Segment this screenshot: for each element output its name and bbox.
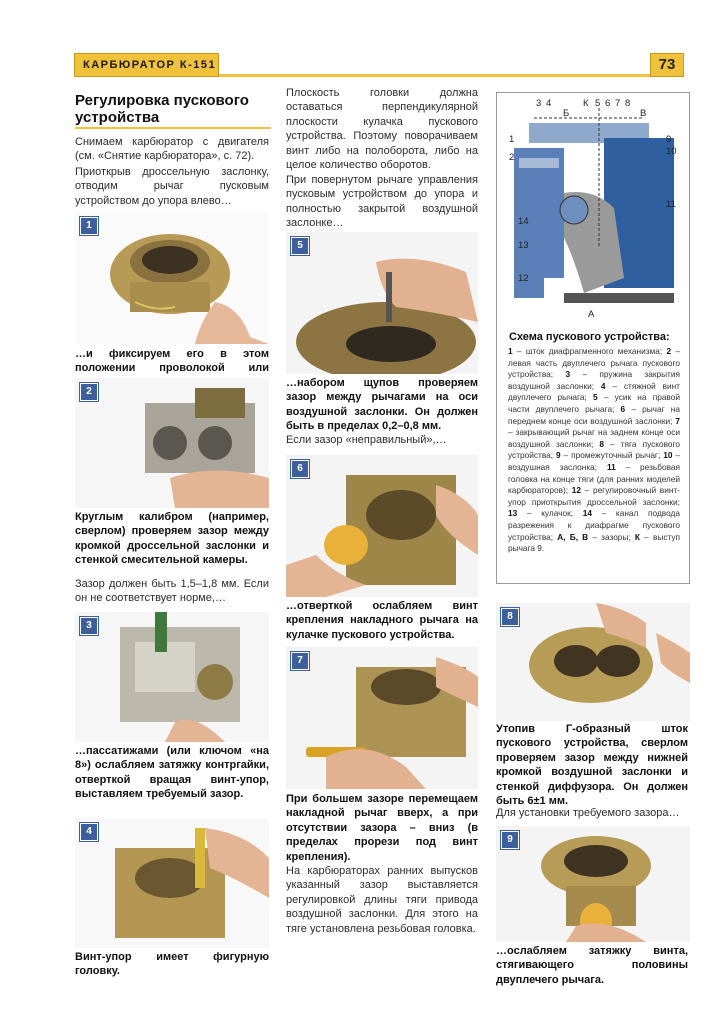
legend-text: усик на правой части двуплечего рычага; <box>508 392 680 414</box>
intro-paragraph-1: Снимаем карбюратор с двигателя (см. «Снятие карбюратора», с. 72). <box>75 136 269 163</box>
photo-7 <box>286 647 478 789</box>
legend-key: 7 <box>675 415 680 426</box>
diagram-label-14: 14 <box>518 216 529 227</box>
diagram-label-a: А <box>588 309 595 320</box>
legend-key: 10 <box>663 450 673 461</box>
legend-key: 8 <box>599 438 604 449</box>
section-tag: КАРБЮРАТОР К-151 <box>74 53 219 77</box>
legend-text: закрывающий рычаг на заднем конце оси воздушной заслонки; <box>508 427 681 449</box>
photo-badge-8: 8 <box>501 608 519 626</box>
diagram-label-1: 1 <box>509 134 515 145</box>
photo-5 <box>286 232 478 374</box>
legend-key: 4 <box>600 380 606 391</box>
legend-text: промежуточный рычаг; <box>571 450 661 461</box>
legend-key: К <box>634 531 640 542</box>
legend-text: воздушная заслонка; <box>508 461 598 472</box>
legend-text: зазоры; <box>601 531 631 542</box>
page-number: 73 <box>650 53 684 77</box>
caption-5: …набором щупов проверяем зазор между рычагами на оси воздушной заслонки. Он должен быть в пределах 0,2–0,8 мм. <box>286 377 478 433</box>
legend-key: 14 <box>582 508 592 519</box>
caption-7: При большем зазоре перемещаем накладной рычаг вверх, а при отсутствии зазора – вниз (в пределах прорези под винт крепления). <box>286 793 478 863</box>
legend-text: регулировочный винт-упор приоткрытия дроссельной заслонки; <box>508 485 680 507</box>
photo-3 <box>75 612 269 742</box>
legend-key: 9 <box>556 450 561 461</box>
legend-item: 13 – кулачок; <box>508 508 574 519</box>
legend-item: 8 – тяга пускового устройства; <box>508 438 680 461</box>
photo-9 <box>496 826 690 942</box>
legend-text: пружина закрытия воздушной заслонки; <box>508 369 680 391</box>
legend-key: А, Б, В <box>557 531 589 542</box>
diagram-label-11: 11 <box>666 199 676 210</box>
legend-key: 5 <box>592 392 598 403</box>
photo-badge-2: 2 <box>80 383 98 401</box>
paragraph-wrong-gap: Если зазор «неправильный»,… <box>286 434 447 446</box>
photo-6 <box>286 455 478 597</box>
photo-1 <box>75 212 269 344</box>
legend-item: 11 – резьбовая головка на конце тяги (для ранних моделей карбюраторов); <box>508 461 680 496</box>
legend-key: 6 <box>620 403 626 414</box>
photo-badge-5: 5 <box>291 237 309 255</box>
legend-text: резьбовая головка на конце тяги (для ранних моделей карбюраторов); <box>508 461 680 496</box>
caption-8: Утопив Г-образный шток пускового устройства, сверлом проверяем зазор между нижней кромкой воздушной заслонки и стенкой диффузора. Он должен быть 6±1 мм. <box>496 723 688 808</box>
diagram-label-13: 13 <box>518 240 529 251</box>
caption-9: …ослабляем затяжку винта, стягивающего половины двуплечего рычага. <box>496 945 688 986</box>
page-header <box>74 43 684 77</box>
legend-item: 10 – воздушная заслонка; <box>508 450 681 472</box>
diagram-label-5: 5 <box>595 98 601 109</box>
legend-item: 3 – пружина закрытия воздушной заслонки; <box>508 369 680 391</box>
diagram-label-8: 8 <box>625 98 631 109</box>
legend-key: 3 <box>565 369 571 380</box>
header-rule <box>219 74 659 77</box>
paragraph-early-models: На карбюраторах ранних выпусков указанный зазор выставляется регулировкой длины тяги привода воздушной заслонки. Для этого на тяге установлена резьбовая головка. <box>286 865 478 935</box>
photo-8 <box>496 603 690 721</box>
photo-4 <box>75 818 269 948</box>
caption-1: …и фиксируем его в этом положении проволокой или <box>75 348 269 375</box>
legend-item: 2 – левая часть двуплечего рычага пускового устройства; <box>508 346 680 380</box>
legend-item: 5 – усик на правой части двуплечего рычага; <box>508 392 680 414</box>
diagram-label-7: 7 <box>615 98 621 109</box>
legend-text: кулачок; <box>541 508 574 519</box>
legend-text: левая часть двуплечего рычага пускового устройства; <box>508 357 680 380</box>
diagram-drawing <box>504 98 684 320</box>
legend-item: 14 – канал подвода разрежения к диафрагме пускового устройства; <box>508 508 680 542</box>
legend-item: 6 – рычаг на переднем конце оси воздушной заслонки; <box>508 403 680 426</box>
title-underline <box>75 127 271 129</box>
paragraph-set-gap: Для установки требуемого зазора… <box>496 807 680 819</box>
legend-text: шток диафрагменного механизма; <box>525 346 663 356</box>
photo-badge-6: 6 <box>291 460 309 478</box>
legend-key: 12 <box>571 485 581 496</box>
legend-item: К – выступ рычага 9. <box>508 531 681 554</box>
caption-3: …пассатижами (или ключом «на 8») ослабляем затяжку контргайки, отверткой вращая винт-упор, выставляем требуемый зазор. <box>75 745 269 801</box>
legend-key: 11 <box>606 461 616 472</box>
diagram-label-10: 10 <box>666 146 677 157</box>
legend-text: рычаг на переднем конце оси воздушной заслонки; <box>508 403 680 426</box>
paragraph-lever: При повернутом рычаге управления пусковым устройством до упора и полностью закрытой воздушной заслонке… <box>286 174 478 230</box>
legend-text: канал подвода разрежения к диафрагме пускового устройства; <box>508 508 680 542</box>
section-title: Регулировка пускового устройства <box>75 92 249 126</box>
photo-badge-4: 4 <box>80 823 98 841</box>
photo-badge-1: 1 <box>80 217 98 235</box>
diagram-label-3: 3 <box>536 98 542 109</box>
paragraph-head-plane: Плоскость головки должна оставаться перпендикулярной плоскости кулачка пускового устройства. Поэтому поворачиваем винт либо на полоборота, либо на целое количество оборотов. <box>286 87 478 172</box>
legend-key: 2 <box>666 346 672 356</box>
legend-key: 1 <box>508 346 513 356</box>
legend-text: выступ рычага 9. <box>508 531 681 554</box>
diagram-label-b: Б <box>563 108 570 119</box>
legend-item: А, Б, В – зазоры; <box>557 531 631 542</box>
photo-badge-3: 3 <box>80 617 98 635</box>
caption-4: Винт-упор имеет фигурную головку. <box>75 951 269 978</box>
diagram-label-k: К <box>583 98 589 109</box>
paragraph-gap-norm: Зазор должен быть 1,5–1,8 мм. Если он не соответствует норме,… <box>75 578 269 605</box>
legend-text: тяга пускового устройства; <box>508 438 680 461</box>
diagram-title: Схема пускового устройства: <box>509 331 670 343</box>
diagram-label-2: 2 <box>509 152 515 163</box>
diagram-label-v: В <box>640 108 647 119</box>
intro-paragraph-2: Приоткрыв дроссельную заслонку, отводим рычаг пусковым устройством до упора влево… <box>75 166 269 207</box>
legend-key: 13 <box>508 508 518 519</box>
legend-text: стяжной винт двуплечего рычага; <box>508 380 680 403</box>
photo-badge-7: 7 <box>291 652 309 670</box>
diagram-legend <box>508 346 680 555</box>
photo-2 <box>75 378 269 508</box>
legend-item: 9 – промежуточный рычаг; <box>556 450 661 461</box>
legend-item: 1 – шток диафрагменного механизма; <box>508 346 663 356</box>
legend-item: 12 – регулировочный винт-упор приоткрытия дроссельной заслонки; <box>508 485 680 507</box>
caption-2: Круглым калибром (например, сверлом) проверяем зазор между кромкой дроссельной заслонки и стенкой смесительной камеры. <box>75 511 269 567</box>
diagram-label-9: 9 <box>666 134 672 145</box>
legend-item: 7 – закрывающий рычаг на заднем конце оси воздушной заслонки; <box>508 415 681 449</box>
diagram-label-4: 4 <box>546 98 552 109</box>
photo-badge-9: 9 <box>501 831 519 849</box>
caption-6: …отверткой ослабляем винт крепления накладного рычага на кулачке пускового устройства. <box>286 600 478 641</box>
diagram-label-12: 12 <box>518 273 529 284</box>
diagram-label-6: 6 <box>605 98 611 109</box>
legend-item: 4 – стяжной винт двуплечего рычага; <box>508 380 680 403</box>
